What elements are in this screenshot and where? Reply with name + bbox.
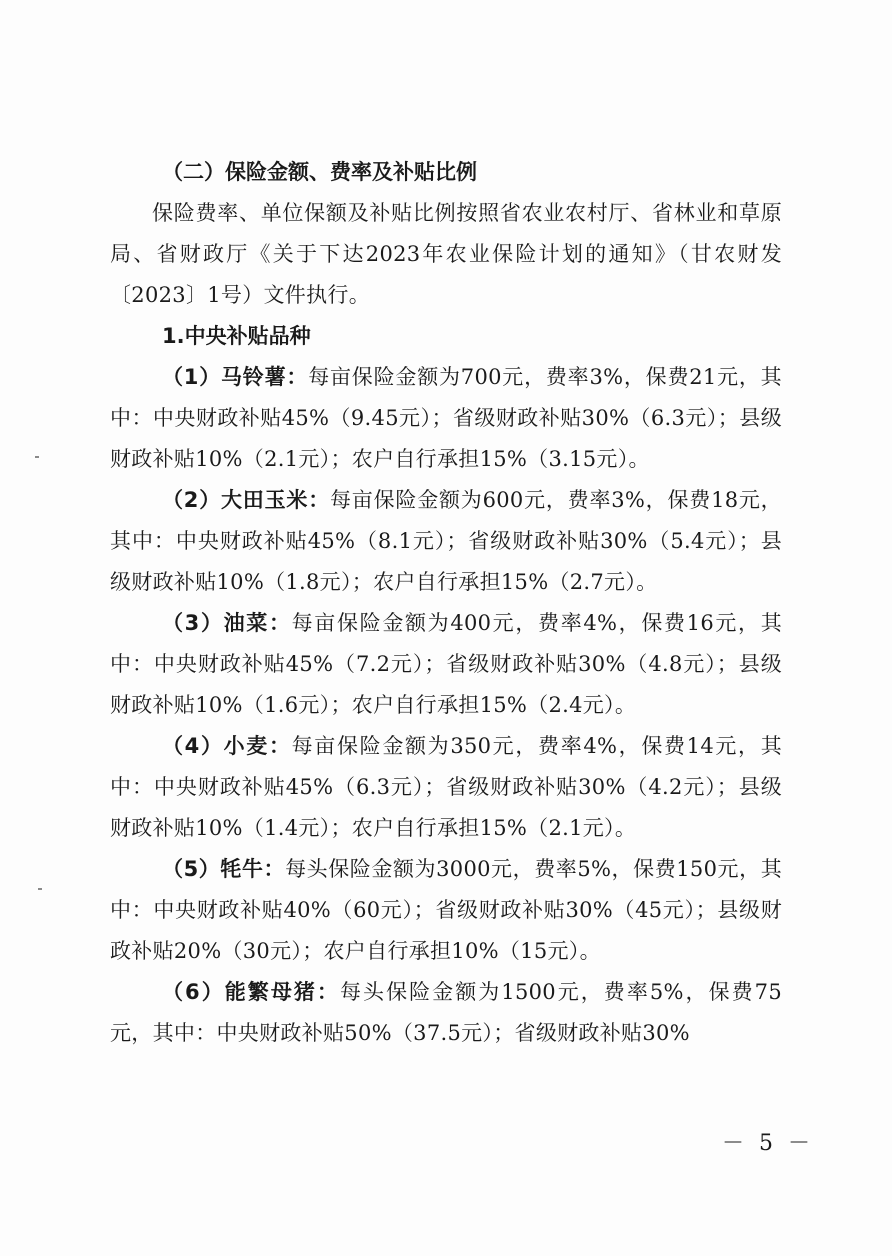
item-label: （4）小麦： (162, 734, 292, 758)
document-body (110, 152, 782, 1054)
section-heading: （二）保险金额、费率及补贴比例 (162, 160, 477, 184)
item-label: （1）马铃薯： (162, 365, 309, 389)
item-text: 每亩保险金额为350元，费率4%，保费14元，其中：中央财政补贴45%（6.3元）；省级财政补贴30%（4.2元）；县级财政补贴10%（1.4元）；农户自行承担15%（2.1元）。 (110, 734, 782, 840)
item-label: （5）牦牛： (162, 857, 286, 881)
list-item (110, 972, 782, 1054)
item-text: 每头保险金额为1500元，费率5%，保费75元，其中：中央财政补贴50%（37.5元）；省级财政补贴30% (110, 980, 782, 1045)
scan-speck (35, 456, 39, 458)
item-text: 每亩保险金额为400元，费率4%，保费16元，其中：中央财政补贴45%（7.2元）；省级财政补贴30%（4.8元）；县级财政补贴10%（1.6元）；农户自行承担15%（2.4元）。 (110, 611, 782, 717)
list-item (110, 480, 782, 603)
item-text: 每头保险金额为3000元，费率5%，保费150元，其中：中央财政补贴40%（60元）；省级财政补贴30%（45元）；县级财政补贴20%（30元）；农户自行承担10%（15元）。 (110, 857, 782, 963)
intro-paragraph: 保险费率、单位保额及补贴比例按照省农业农村厅、省林业和草原局、省财政厅《关于下达2023年农业保险计划的通知》（甘农财发〔2023〕1号）文件执行。 (110, 201, 782, 307)
item-label: （2）大田玉米： (162, 488, 330, 512)
item-text: 每亩保险金额为600元，费率3%，保费18元，其中：中央财政补贴45%（8.1元）；省级财政补贴30%（5.4元）；县级财政补贴10%（1.8元）；农户自行承担15%（2.7元）。 (110, 488, 782, 594)
scan-speck (38, 888, 42, 890)
list-item (110, 726, 782, 849)
list-item (110, 849, 782, 972)
page-number: － 5 － (722, 1131, 814, 1156)
item-label: （6）能繁母猪： (162, 980, 340, 1004)
list-item (110, 357, 782, 480)
list-item (110, 603, 782, 726)
item-label: （3）油菜： (162, 611, 292, 635)
subheading: 1.中央补贴品种 (162, 324, 311, 348)
item-text: 每亩保险金额为700元，费率3%，保费21元，其中：中央财政补贴45%（9.45元）；省级财政补贴30%（6.3元）；县级财政补贴10%（2.1元）；农户自行承担15%（3.15元）。 (110, 365, 782, 471)
